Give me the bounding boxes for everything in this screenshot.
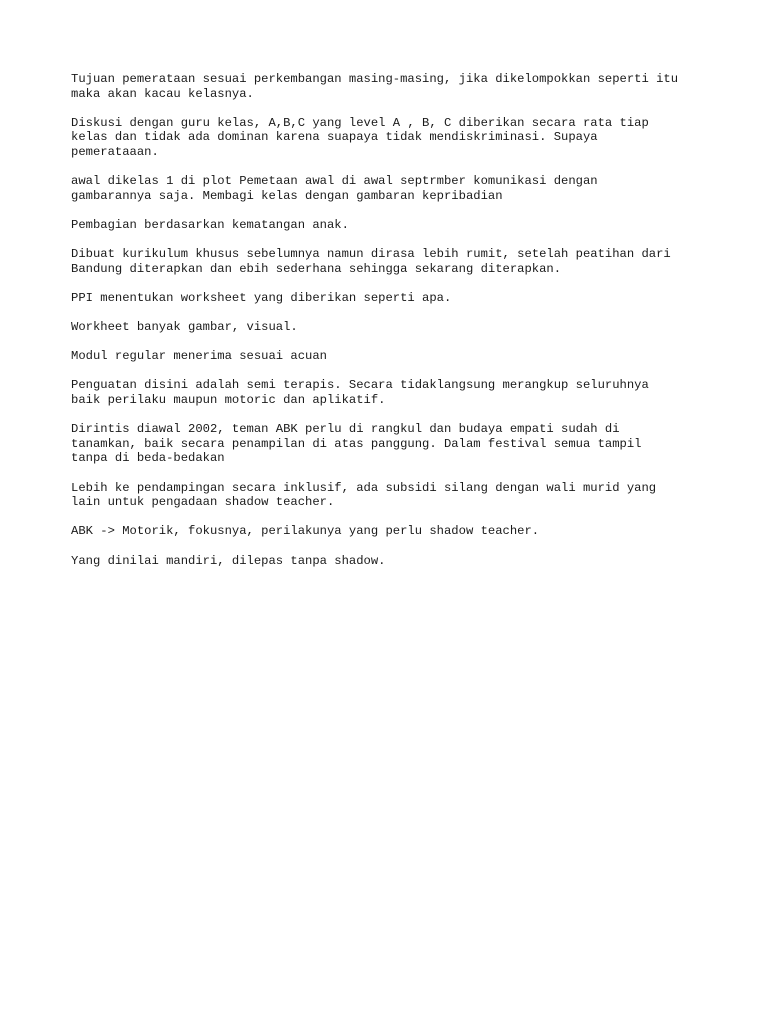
paragraph-2: Diskusi dengan guru kelas, A,B,C yang level A , B, C diberikan secara rata tiap kelas dan tidak ada dominan karena suapaya tidak mendiskriminasi. Supaya pemerataaan. bbox=[71, 115, 649, 159]
paragraph-10: Dirintis diawal 2002, teman ABK perlu di rangkul dan budaya empati sudah di tanamkan, baik secara penampilan di atas panggung. Dalam festival semua tampil tanpa di beda-bedakan bbox=[71, 422, 642, 466]
paragraph-13: Yang dinilai mandiri, dilepas tanpa shadow. bbox=[71, 553, 386, 568]
paragraph-5: Dibuat kurikulum khusus sebelumnya namun dirasa lebih rumit, setelah peatihan dari Bandung diterapkan dan ebih sederhana sehingga sekarang diterapkan. bbox=[71, 247, 671, 276]
paragraph-4: Pembagian berdasarkan kematangan anak. bbox=[71, 217, 349, 232]
paragraph-7: Workheet banyak gambar, visual. bbox=[71, 320, 298, 335]
document-body bbox=[71, 72, 711, 583]
paragraph-11: Lebih ke pendampingan secara inklusif, ada subsidi silang dengan wali murid yang lain untuk pengadaan shadow teacher. bbox=[71, 480, 657, 510]
paragraph-9: Penguatan disini adalah semi terapis. Secara tidaklangsung merangkup seluruhnya baik perilaku maupun motoric dan aplikatif. bbox=[71, 378, 649, 408]
paragraph-12: ABK -> Motorik, fokusnya, perilakunya yang perlu shadow teacher. bbox=[71, 524, 540, 539]
paragraph-1: Tujuan pemerataan sesuai perkembangan masing-masing, jika dikelompokkan seperti itu maka akan kacau kelasnya. bbox=[71, 72, 679, 101]
paragraph-3: awal dikelas 1 di plot Pemetaan awal di awal septrmber komunikasi dengan gambarannya saja. Membagi kelas dengan gambaran kepribadian bbox=[71, 174, 598, 203]
paragraph-8: Modul regular menerima sesuai acuan bbox=[71, 349, 327, 364]
paragraph-6: PPI menentukan worksheet yang diberikan seperti apa. bbox=[71, 290, 452, 305]
